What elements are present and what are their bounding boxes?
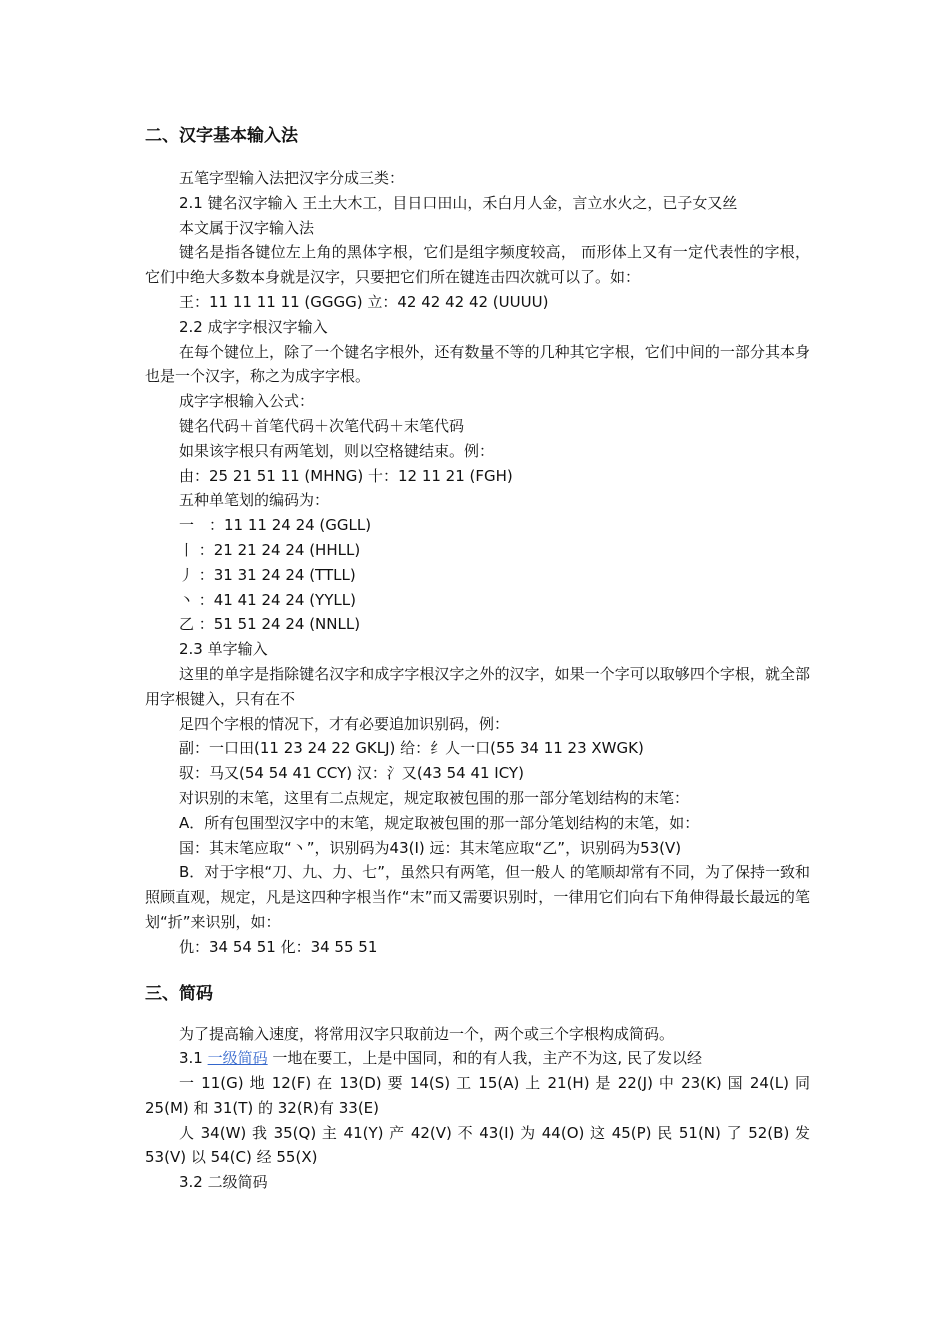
paragraph: 五种单笔划的编码为：	[179, 491, 330, 510]
paragraph: 成字字根输入公式：	[179, 392, 315, 411]
paragraph: 由：25 21 51 11 (MHNG) 十：12 11 21 (FGH)	[179, 466, 513, 485]
paragraph: 王：11 11 11 11 (GGGG) 立：42 42 42 42 (UUUU)	[179, 292, 549, 311]
subheading: 2.2 成字字根汉字输入	[179, 317, 328, 336]
subheading: 3.2 二级简码	[179, 1173, 268, 1192]
paragraph: 丶 ：41 41 24 24 (YYLL)	[179, 590, 356, 609]
paragraph: A．所有包围型汉字中的末笔，规定取被包围的那一部分笔划结构的末笔，如：	[179, 813, 700, 832]
paragraph: 人 34(W) 我 35(Q) 主 41(Y) 产 42(V) 不 43(I) 为 44(O) 这 45(P) 民 51(N) 了 52(B) 发 53(V) 以 54(C) 经 55(X)	[145, 1123, 810, 1167]
paragraph: 丿 ：31 31 24 24 (TTLL)	[179, 565, 356, 584]
paragraph: 对识别的末笔，这里有二点规定，规定取被包围的那一部分笔划结构的末笔：	[179, 788, 690, 807]
first-level-codes-link[interactable]: 一级简码	[207, 1049, 268, 1068]
paragraph: 这里的单字是指除键名汉字和成字字根汉字之外的汉字，如果一个字可以取够四个字根，就全部用字根键入，只有在不	[145, 664, 810, 708]
paragraph: 丨 ：21 21 24 24 (HHLL)	[179, 540, 361, 559]
subheading-number: 3.1	[179, 1049, 208, 1068]
paragraph: 国：其末笔应取“丶”，识别码为43(I) 远：其末笔应取“乙”，识别码为53(V)	[179, 838, 682, 857]
section-body-input-methods	[145, 166, 810, 960]
paragraph: 乙 ：51 51 24 24 (NNLL)	[179, 615, 361, 634]
paragraph: 在每个键位上，除了一个键名字根外，还有数量不等的几种其它字根，它们中间的一部分其本身也是一个汉字，称之为成字字根。	[145, 342, 810, 386]
paragraph: 一 ：11 11 24 24 (GGLL)	[179, 516, 372, 535]
section-heading-input-methods: 二、汉字基本输入法	[145, 126, 298, 146]
paragraph: 副：一口田(11 23 24 22 GKLJ) 给：纟人一口(55 34 11 23 XWGK)	[179, 739, 644, 758]
paragraph: 一 11(G) 地 12(F) 在 13(D) 要 14(S) 工 15(A) 上 21(H) 是 22(J) 中 23(K) 国 24(L) 同 25(M) 和 31(T) 的 32(R)有 33(E)	[145, 1074, 810, 1117]
paragraph-first-level-codes	[145, 1046, 810, 1071]
paragraph: 2.1 键名汉字输入 王土大木工，目日口田山，禾白月人金，言立水火之，已子女又丝	[179, 193, 738, 212]
paragraph: 五笔字型输入法把汉字分成三类：	[179, 169, 405, 187]
paragraph: 仇：34 54 51 化：34 55 51	[179, 937, 378, 956]
paragraph: B．对于字根“刀、九、力、七”，虽然只有两笔，但一般人 的笔顺却常有不同，为了保持一致和照顾直观，规定，凡是这四种字根当作“末”而又需要识别时，一律用它们向右下角伸得最长最远的笔划“折”来识别，如：	[145, 863, 810, 931]
subheading: 2.3 单字输入	[179, 640, 268, 659]
section-body-short-codes	[145, 1022, 810, 1196]
paragraph: 足四个字根的情况下，才有必要追加识别码，例：	[179, 714, 510, 733]
paragraph: 如果该字根只有两笔划，则以空格键结束。例：	[179, 441, 495, 460]
paragraph: 键名是指各键位左上角的黑体字根，它们是组字频度较高， 而形体上又有一定代表性的字根，它们中绝大多数本身就是汉字，只要把它们所在键连击四次就可以了。如：	[145, 243, 810, 287]
section-heading-short-codes: 三、简码	[145, 983, 213, 1004]
paragraph: 驭：马又(54 54 41 CCY) 汉：氵又(43 54 41 ICY)	[179, 764, 524, 783]
document-content	[145, 120, 810, 1195]
paragraph-text: 一地在要工，上是中国同，和的有人我，主产不为这, 民了发以经	[267, 1049, 702, 1068]
paragraph: 键名代码＋首笔代码＋次笔代码＋末笔代码	[179, 416, 465, 435]
paragraph: 本文属于汉字输入法	[179, 218, 315, 237]
paragraph: 为了提高输入速度，将常用汉字只取前边一个，两个或三个字根构成简码。	[179, 1024, 675, 1043]
